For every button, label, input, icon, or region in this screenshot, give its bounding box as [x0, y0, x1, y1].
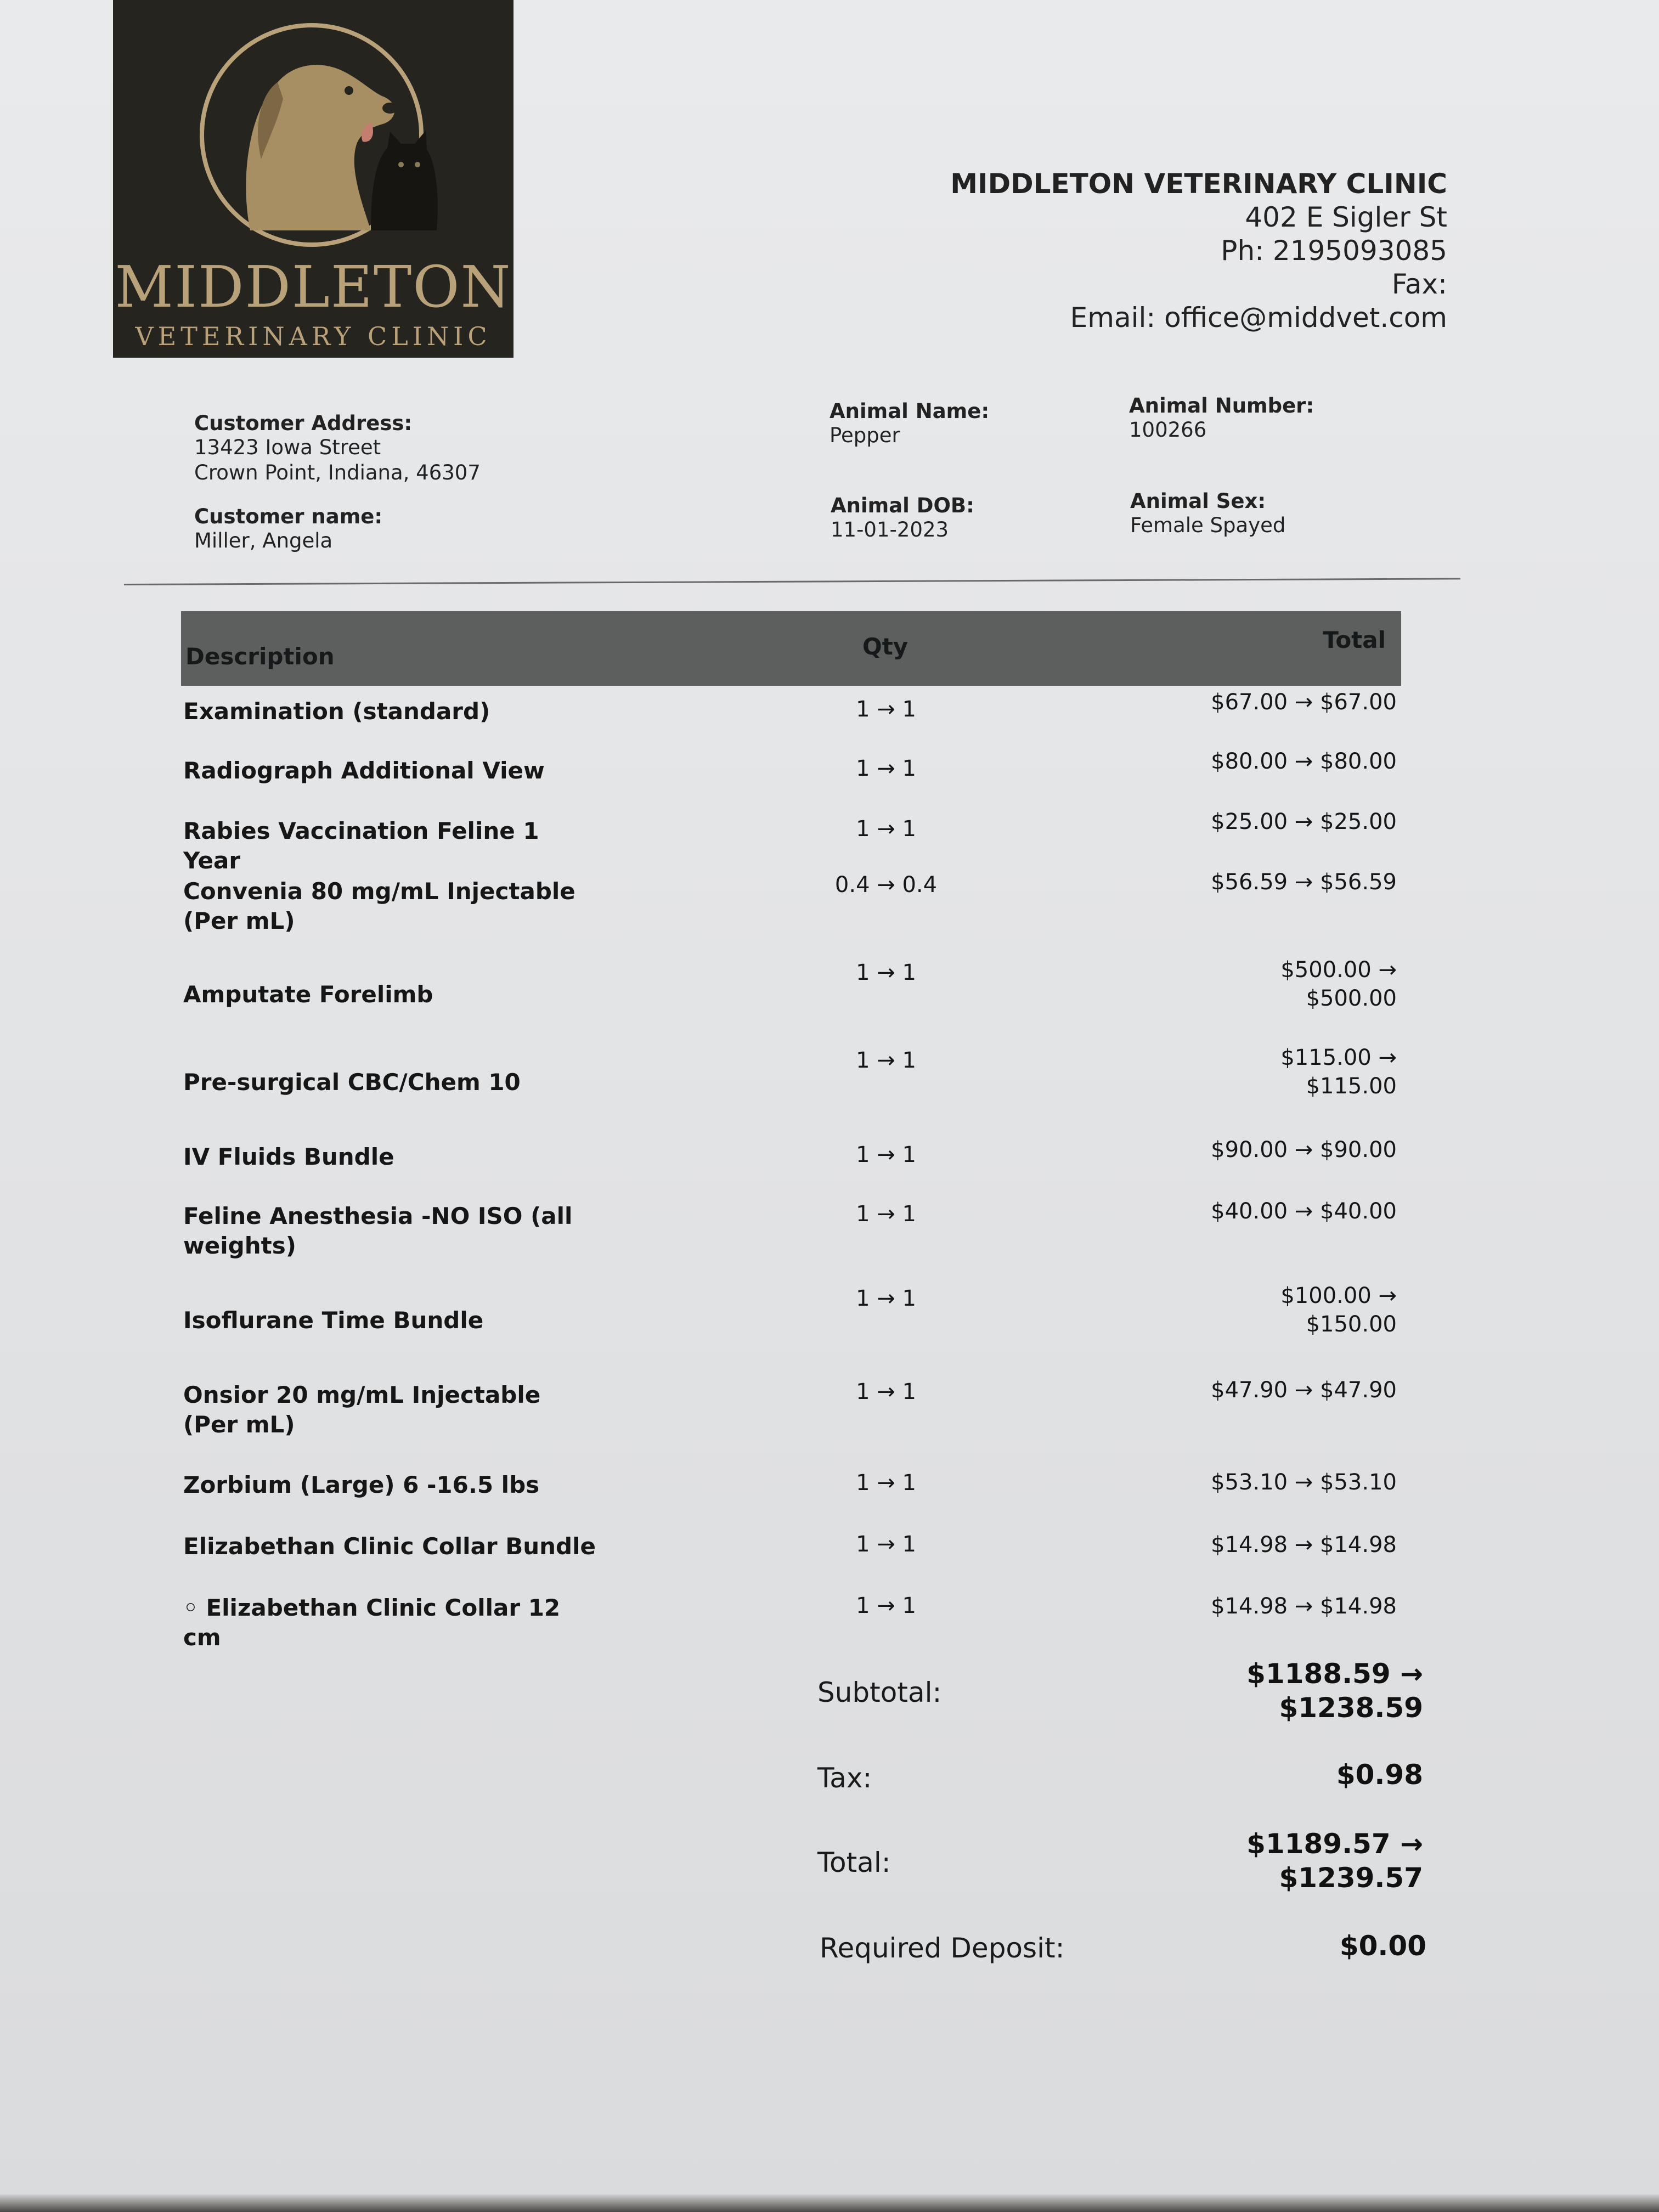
animal-dob-block [831, 494, 974, 543]
row-description: Examination (standard) [183, 698, 490, 725]
logo-subline: VETERINARY CLINIC [135, 321, 492, 351]
row-description: Rabies Vaccination Feline 1 Year [183, 817, 539, 874]
row-total: $56.59 → $56.59 [1211, 870, 1397, 895]
row-qty: 0.4 → 0.4 [834, 872, 938, 898]
row-description: IV Fluids Bundle [183, 1143, 394, 1170]
row-total: $100.00 → $150.00 [1280, 1283, 1397, 1337]
row-total: $90.00 → $90.00 [1211, 1137, 1397, 1163]
animal-dob: 11-01-2023 [831, 518, 949, 541]
header-description: Description [185, 643, 335, 670]
row-total: $47.90 → $47.90 [1211, 1378, 1397, 1403]
row-total: $80.00 → $80.00 [1211, 749, 1397, 774]
row-description: ◦ Elizabethan Clinic Collar 12 cm [183, 1594, 561, 1651]
row-description: Pre-surgical CBC/Chem 10 [183, 1069, 521, 1096]
animal-name: Pepper [830, 424, 900, 447]
customer-name: Miller, Angela [194, 529, 333, 552]
row-qty: 1 → 1 [856, 1379, 916, 1404]
row-total: $500.00 → $500.00 [1280, 957, 1397, 1011]
row-total: $40.00 → $40.00 [1211, 1199, 1397, 1224]
clinic-name: MIDDLETON VETERINARY CLINIC [950, 168, 1447, 200]
row-total: $53.10 → $53.10 [1211, 1470, 1397, 1495]
deposit-value: $0.00 [1339, 1930, 1426, 1962]
clinic-logo [113, 0, 514, 358]
row-description: Elizabethan Clinic Collar Bundle [183, 1533, 596, 1560]
clinic-phone: Ph: 2195093085 [1221, 235, 1447, 267]
row-total: $14.98 → $14.98 [1211, 1532, 1397, 1558]
header-total: Total [1323, 627, 1386, 653]
animal-number-label: Animal Number: [1129, 394, 1314, 417]
row-total: $14.98 → $14.98 [1211, 1594, 1397, 1619]
row-description: Isoflurane Time Bundle [183, 1307, 484, 1334]
row-qty: 1 → 1 [856, 1532, 916, 1557]
row-qty: 1 → 1 [856, 1142, 916, 1167]
animal-sex: Female Spayed [1130, 514, 1286, 537]
animal-number-block [1129, 394, 1314, 443]
animal-number: 100266 [1129, 418, 1207, 442]
animal-sex-label: Animal Sex: [1130, 489, 1266, 513]
row-description: Radiograph Additional View [183, 757, 545, 784]
dog-cat-emblem-icon [113, 0, 514, 258]
row-qty: 1 → 1 [856, 1048, 916, 1073]
customer-address-label: Customer Address: [194, 411, 413, 435]
logo-wordmark: MIDDLETON [115, 253, 512, 320]
customer-name-label: Customer name: [194, 505, 383, 528]
table-header [181, 611, 1401, 686]
row-total: $115.00 → $115.00 [1280, 1045, 1397, 1099]
clinic-fax: Fax: [1391, 268, 1447, 300]
row-qty: 1 → 1 [856, 816, 916, 842]
row-description: Zorbium (Large) 6 -16.5 lbs [183, 1471, 540, 1498]
row-qty: 1 → 1 [856, 1470, 916, 1496]
total-value: $1189.57 → $1239.57 [1246, 1828, 1423, 1894]
section-divider [124, 578, 1460, 585]
customer-name-block [194, 505, 382, 554]
clinic-address: 402 E Sigler St [1245, 201, 1447, 233]
tax-value: $0.98 [1336, 1759, 1423, 1791]
clinic-contact [950, 167, 1447, 335]
customer-address-line1: 13423 Iowa Street [194, 436, 381, 459]
row-qty: 1 → 1 [856, 960, 916, 985]
row-description: Amputate Forelimb [183, 981, 433, 1008]
row-qty: 1 → 1 [856, 1201, 916, 1227]
row-qty: 1 → 1 [856, 697, 916, 722]
subtotal-label: Subtotal: [817, 1677, 942, 1708]
row-description: Feline Anesthesia -NO ISO (all weights) [183, 1203, 573, 1259]
row-description: Onsior 20 mg/mL Injectable (Per mL) [183, 1381, 541, 1438]
row-total: $25.00 → $25.00 [1211, 809, 1397, 834]
customer-address-line2: Crown Point, Indiana, 46307 [194, 461, 481, 484]
row-qty: 1 → 1 [856, 1593, 916, 1618]
header-qty: Qty [862, 633, 909, 660]
customer-address-block [194, 411, 481, 486]
deposit-label: Required Deposit: [820, 1932, 1065, 1964]
row-qty: 1 → 1 [856, 756, 916, 781]
animal-name-block [830, 399, 989, 448]
row-qty: 1 → 1 [856, 1286, 916, 1311]
clinic-email: Email: office@middvet.com [1070, 302, 1447, 334]
page-bottom-edge [0, 2194, 1659, 2212]
tax-label: Tax: [817, 1762, 872, 1794]
row-description: Convenia 80 mg/mL Injectable (Per mL) [183, 878, 575, 934]
animal-sex-block [1130, 489, 1285, 538]
total-label: Total: [817, 1847, 891, 1878]
subtotal-value: $1188.59 → $1238.59 [1246, 1658, 1423, 1724]
row-total: $67.00 → $67.00 [1211, 690, 1397, 715]
animal-name-label: Animal Name: [830, 399, 990, 423]
animal-dob-label: Animal DOB: [831, 494, 974, 517]
